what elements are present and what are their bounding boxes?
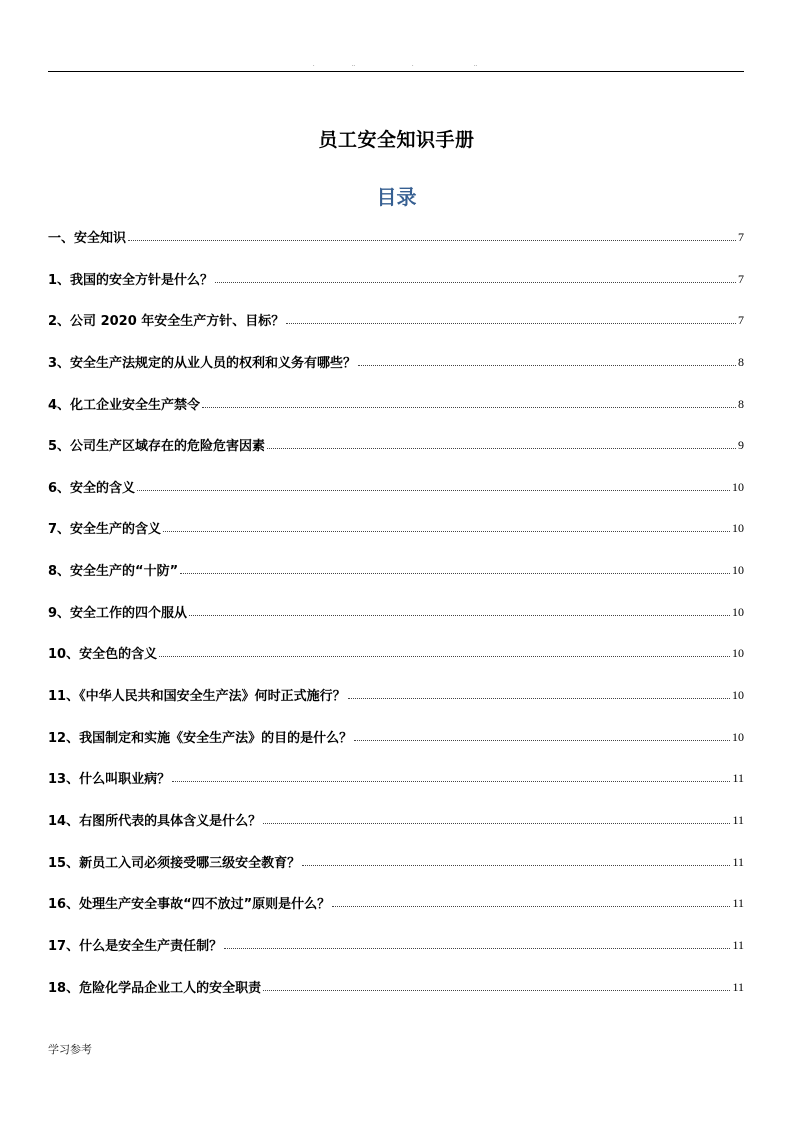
toc-dot-leader xyxy=(163,530,730,532)
toc-entry-page-number: 11 xyxy=(732,812,744,827)
toc-entry[interactable] xyxy=(48,809,744,829)
header-mark: . xyxy=(412,62,414,68)
toc-entry-page-number: 11 xyxy=(732,896,744,911)
header-mark: . xyxy=(313,62,315,68)
toc-entry[interactable] xyxy=(48,767,744,787)
footer-note: 学习参考 xyxy=(48,1043,92,1056)
toc-dot-leader xyxy=(286,322,736,324)
toc-entry-page-number: 9 xyxy=(738,438,744,453)
toc-entry-text[interactable]: 7、安全生产的含义 xyxy=(48,522,162,538)
toc-entry-page-number: 11 xyxy=(732,937,744,952)
toc-entry-text[interactable]: 2、公司 2020 年安全生产方针、目标？ xyxy=(48,314,285,330)
toc-entry[interactable] xyxy=(48,684,744,704)
toc-entry-text[interactable]: 一、安全知识 xyxy=(48,231,127,246)
toc-entry-text[interactable]: 16、处理生产安全事故“四不放过”原则是什么？ xyxy=(48,897,331,913)
toc-entry-page-number: 7 xyxy=(738,230,744,244)
toc-entry[interactable] xyxy=(48,476,744,496)
header-mark: .. xyxy=(474,62,477,68)
toc-entry[interactable] xyxy=(48,601,744,621)
toc-dot-leader xyxy=(159,655,730,657)
toc-entry-text[interactable]: 13、什么叫职业病？ xyxy=(48,772,171,788)
toc-entry[interactable] xyxy=(48,226,744,246)
toc-dot-leader xyxy=(172,780,730,782)
toc-entry[interactable] xyxy=(48,309,744,329)
toc-dot-leader xyxy=(137,489,730,491)
toc-entry-page-number: 10 xyxy=(732,521,744,536)
toc-entry[interactable] xyxy=(48,351,744,371)
toc-entry[interactable] xyxy=(48,559,744,579)
toc-entry[interactable] xyxy=(48,393,744,413)
toc-entry-text[interactable]: 12、我国制定和实施《安全生产法》的目的是什么？ xyxy=(48,730,353,746)
toc-entry-text[interactable]: 9、安全工作的四个服从 xyxy=(48,605,188,621)
toc-entry-text[interactable]: 8、安全生产的“十防” xyxy=(48,564,179,580)
toc-dot-leader xyxy=(224,947,730,949)
toc-dot-leader xyxy=(332,905,730,907)
toc-entry-text[interactable]: 1、我国的安全方针是什么？ xyxy=(48,272,214,288)
document-title: 员工安全知识手册 xyxy=(318,129,475,151)
toc-dot-leader xyxy=(189,614,730,616)
toc-entry-page-number: 11 xyxy=(732,854,744,869)
toc-entry-text[interactable]: 18、危险化学品企业工人的安全职责 xyxy=(48,980,262,996)
toc-entry-text[interactable]: 5、公司生产区域存在的危险危害因素 xyxy=(48,439,266,455)
header-rule xyxy=(48,71,744,72)
toc-dot-leader xyxy=(180,572,730,574)
toc-entry-text[interactable]: 6、安全的含义 xyxy=(48,480,136,496)
toc-entry-page-number: 11 xyxy=(732,771,744,786)
toc-entry[interactable] xyxy=(48,642,744,662)
toc-entry-text[interactable]: 3、安全生产法规定的从业人员的权利和义务有哪些？ xyxy=(48,355,357,371)
toc-entry-page-number: 10 xyxy=(732,563,744,578)
toc-entry-page-number: 10 xyxy=(732,646,744,661)
toc-entry-page-number: 7 xyxy=(738,271,744,286)
toc-entry[interactable] xyxy=(48,892,744,912)
toc-entry-text[interactable]: 11、《中华人民共和国安全生产法》何时正式施行？ xyxy=(48,689,346,705)
toc-dot-leader xyxy=(267,447,736,449)
toc-entry-text[interactable]: 17、什么是安全生产责任制？ xyxy=(48,938,223,954)
toc-entry[interactable] xyxy=(48,851,744,871)
toc-entry-text[interactable]: 14、右图所代表的具体含义是什么？ xyxy=(48,813,262,829)
toc-dot-leader xyxy=(202,406,736,408)
toc-entry-text[interactable]: 10、安全色的含义 xyxy=(48,647,158,663)
toc-dot-leader xyxy=(358,364,736,366)
toc-entry[interactable] xyxy=(48,934,744,954)
toc-entry-page-number: 8 xyxy=(738,396,744,411)
toc-entry-text[interactable]: 15、新员工入司必须接受哪三级安全教育？ xyxy=(48,855,301,871)
toc-entry-page-number: 10 xyxy=(732,688,744,703)
toc-entry-text[interactable]: 4、化工企业安全生产禁令 xyxy=(48,397,201,413)
toc-dot-leader xyxy=(263,989,730,991)
toc-dot-leader xyxy=(128,239,736,241)
toc-dot-leader xyxy=(215,281,736,283)
toc-entry[interactable] xyxy=(48,517,744,537)
toc-dot-leader xyxy=(354,739,730,741)
toc-entry-page-number: 7 xyxy=(738,313,744,328)
toc-dot-leader xyxy=(348,697,730,699)
toc-entry-page-number: 10 xyxy=(732,729,744,744)
toc-entry-page-number: 11 xyxy=(732,979,744,994)
toc-entry[interactable] xyxy=(48,268,744,288)
toc-entry-page-number: 10 xyxy=(732,479,744,494)
toc-entry-page-number: 10 xyxy=(732,604,744,619)
toc-entry[interactable] xyxy=(48,726,744,746)
toc-entry[interactable] xyxy=(48,434,744,454)
toc-dot-leader xyxy=(302,864,730,866)
toc-heading: 目录 xyxy=(376,185,417,209)
table-of-contents xyxy=(48,226,744,1017)
toc-entry-page-number: 8 xyxy=(738,354,744,369)
header-mark: .. xyxy=(352,62,355,68)
toc-dot-leader xyxy=(263,822,730,824)
toc-entry[interactable] xyxy=(48,976,744,996)
